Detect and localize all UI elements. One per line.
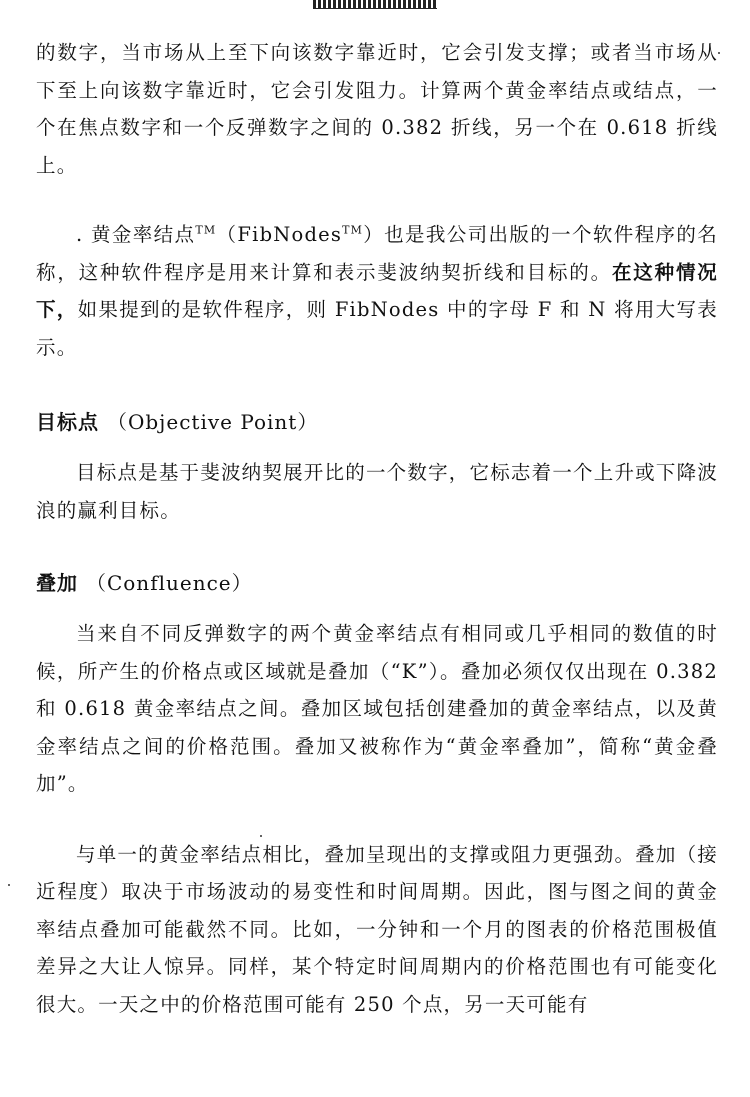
term-fibnodes-english: （FibNodes (216, 223, 343, 246)
paragraph-confluence-definition: 当来自不同反弹数字的两个黄金率结点有相同或几乎相同的数值的时候，所产生的价格点或区域就是叠加（“K”）。叠加必须仅仅出现在 0.382 和 0.618 黄金率结点之间。叠加区域包括创建叠加的黄金率结点，以及黄金率结点之间的价格范围。叠加又被称作为“黄金率叠加”，简称“黄金叠加”。 (36, 622, 718, 795)
heading-english: （Objective Point） (106, 410, 319, 434)
document-page (36, 34, 718, 1023)
heading-term: 叠加 (36, 571, 78, 595)
fibnodes-description: ）也是我公司出版的一个软件程序的名称，这种软件程序是用来计算和表示斐波纳契折线和目标的。 (36, 223, 718, 284)
heading-english: （Confluence） (85, 571, 253, 595)
fibnodes-capitalization-note: 如果提到的是软件程序，则 FibNodes 中的字母 F 和 N 将用大写表示。 (36, 298, 718, 359)
page-header-mark (313, 0, 437, 9)
paragraph-objective-point: 目标点是基于斐波纳契展开比的一个数字，它标志着一个上升或下降波浪的赢利目标。 (36, 461, 718, 522)
scan-speck (718, 52, 720, 54)
heading-objective-point (36, 404, 718, 440)
heading-confluence (36, 565, 718, 601)
paragraph-continued: 的数字，当市场从上至下向该数字靠近时，它会引发支撑；或者当市场从下至上向该数字靠近时，它会引发阻力。计算两个黄金率结点或结点，一个在焦点数字和一个反弹数字之间的 0.382 折线，另一个在 0.618 折线上。 (36, 41, 718, 177)
bullet-dot: . (76, 223, 84, 246)
trademark-mark: TM (342, 223, 364, 237)
scan-speck (260, 835, 262, 837)
emphasis-text: 在这种情况下， (36, 260, 718, 321)
heading-term: 目标点 (36, 410, 99, 434)
paragraph-confluence-strength: 与单一的黄金率结点相比，叠加呈现出的支撑或阻力更强劲。叠加（接近程度）取决于市场波动的易变性和时间周期。因此，图与图之间的黄金率结点叠加可能截然不同。比如，一分钟和一个月的图表的价格范围极值差异之大让人惊异。同样，某个特定时间周期内的价格范围也有可能变化很大。一天之中的价格范围可能有 250 个点，另一天可能有 (36, 842, 718, 1016)
paragraph-fibnodes (36, 216, 718, 366)
trademark-mark: TM (195, 223, 217, 237)
scan-speck (8, 884, 10, 886)
term-fibnodes: 黄金率结点 (90, 223, 196, 246)
